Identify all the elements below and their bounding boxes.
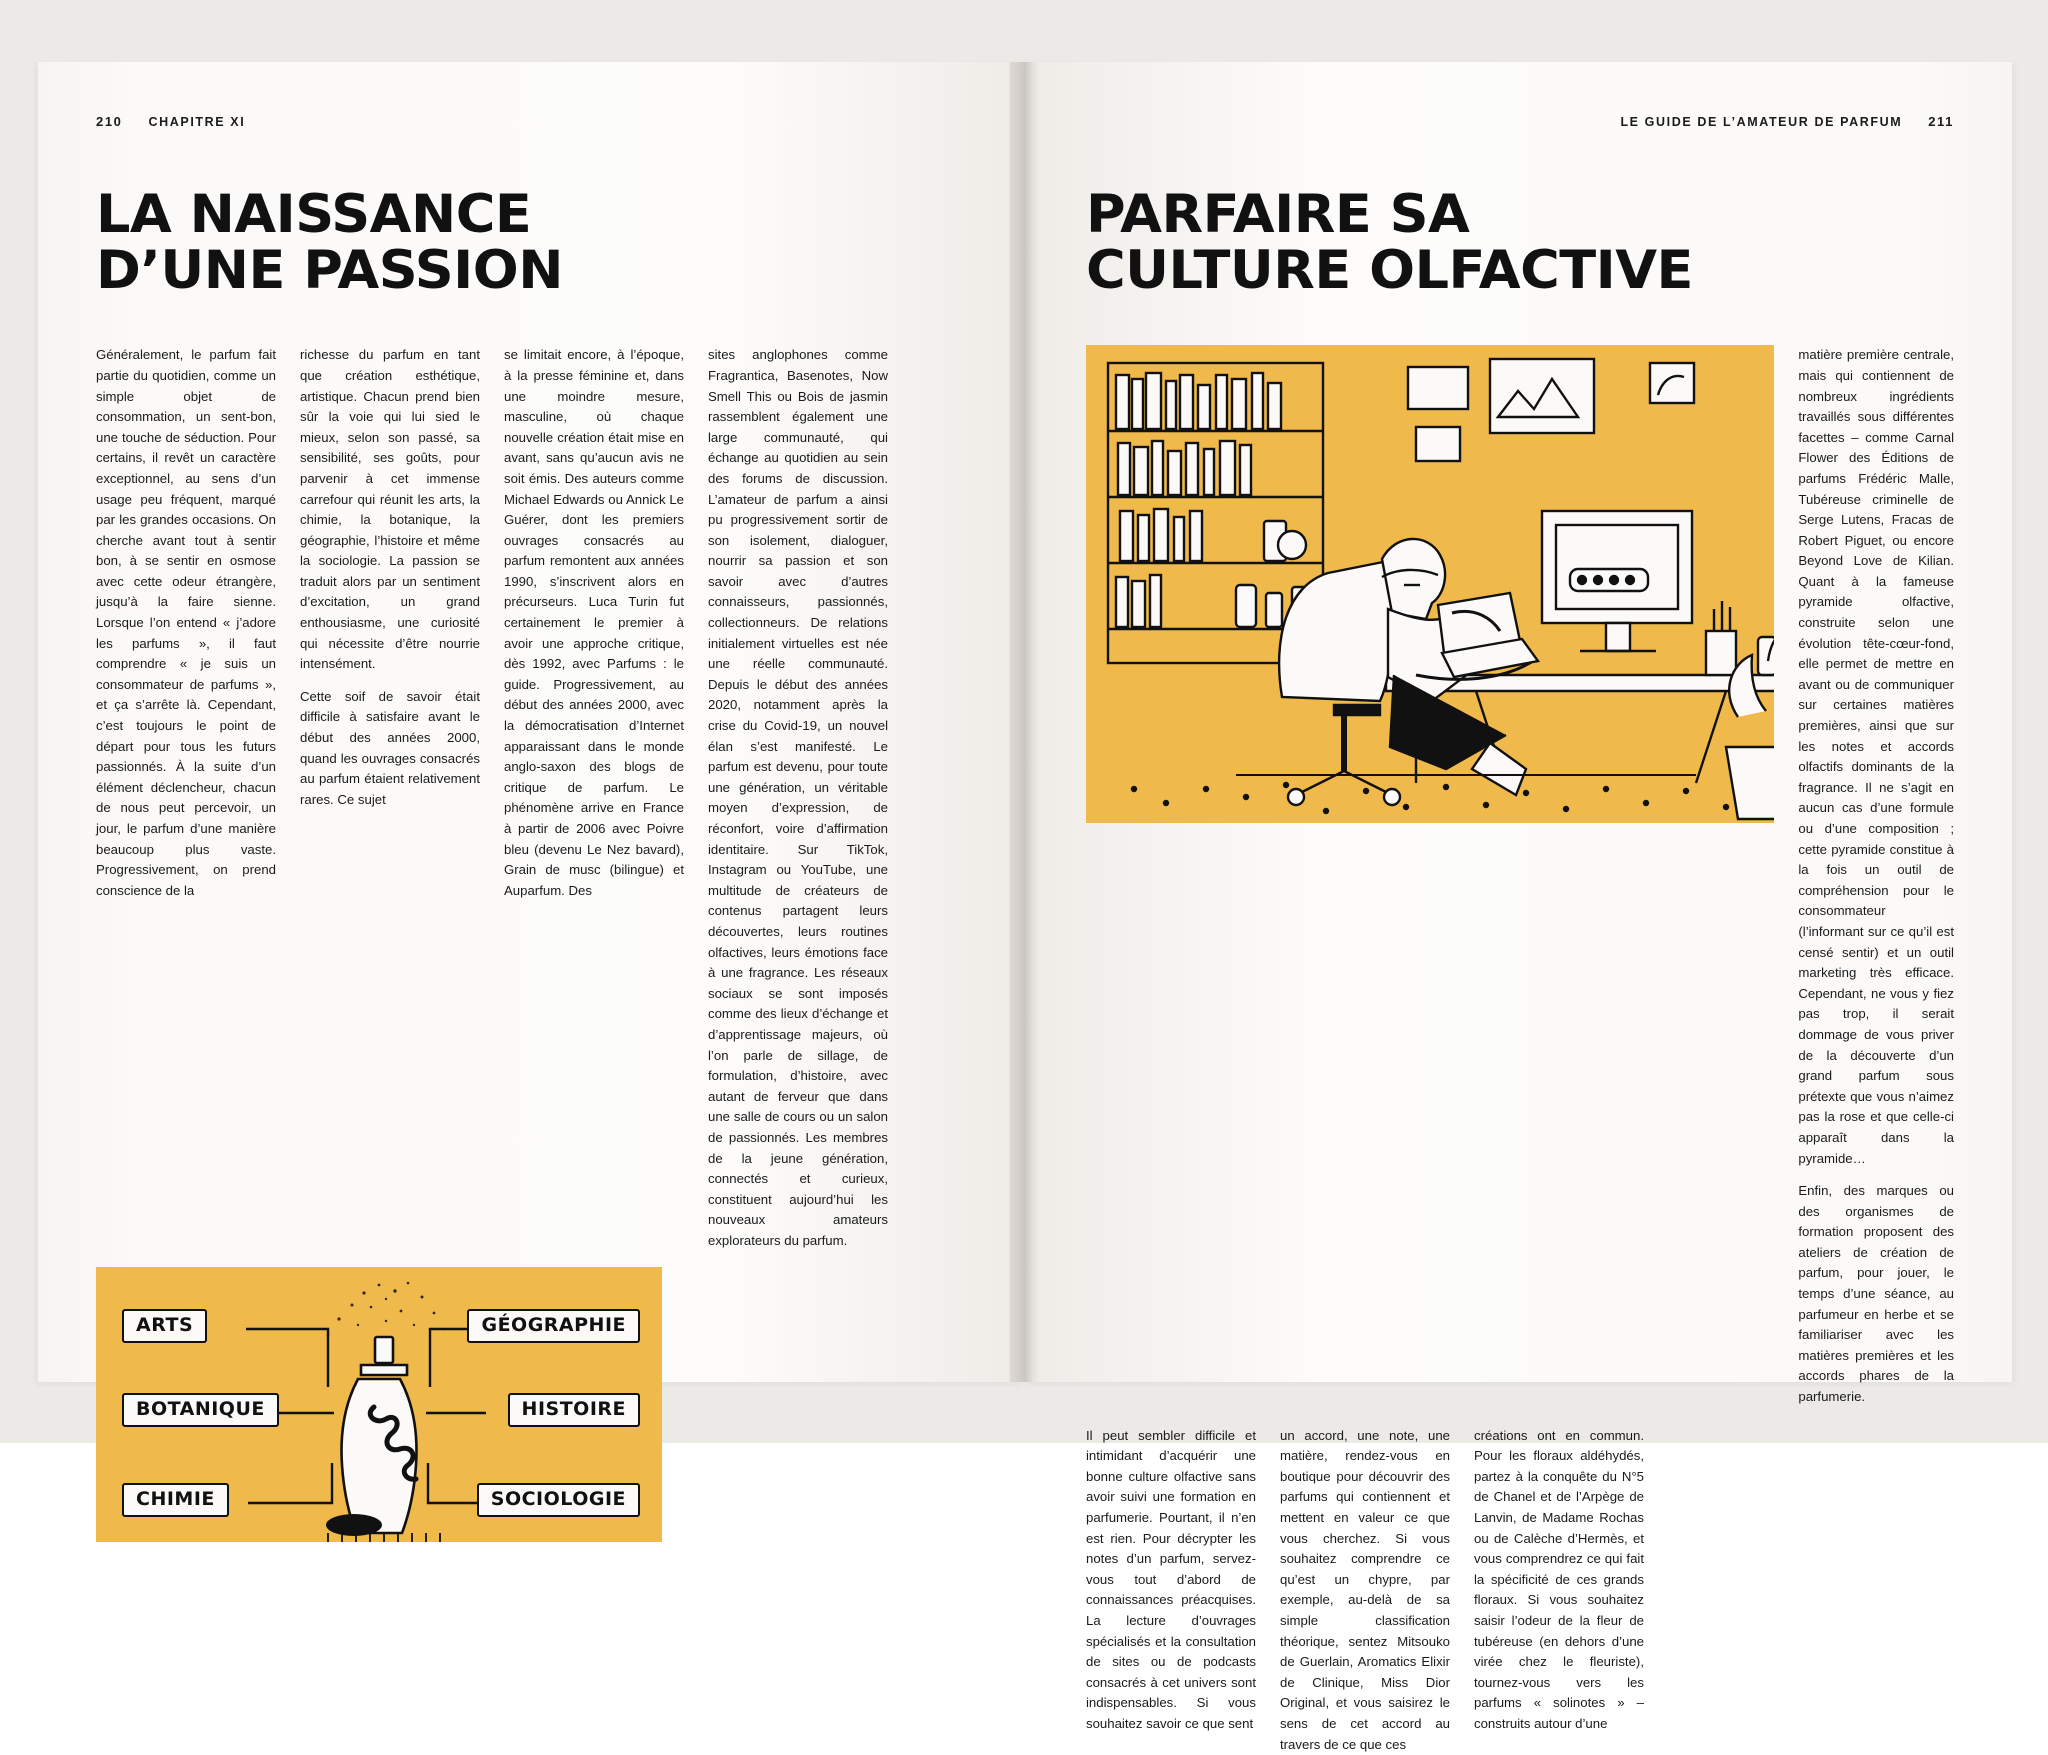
column-4 [708,345,888,1251]
diagram-label-botanique: BOTANIQUE [122,1393,279,1427]
chapter-label: CHAPITRE XI [148,115,246,129]
paragraph: Cette soif de savoir était difficile à satisfaire avant le début des années 2000, quand les ouvrages consacrés au parfum étaient relativement rares. Ce sujet [300,688,480,807]
paragraph: se limitait encore, à l’époque, à la presse féminine et, dans une moindre mesure, masculine, où chaque nouvelle création était mise en avant, sans qu’aucun avis ne soit émis. Des auteurs comme Michael Edwards ou Annick Le Guérer, dont les premiers ouvrages consacrés au parfum remontent aux années 1990, s’inscrivent alors en précurseurs. Luca Turin fut certainement le premier à avoir une approche critique, dès 1992, avec Parfums : le guide. Progressivement, au début des années 2000, avec la démocratisation d’Internet apparaissant dans le monde anglo-saxon des blogs de critique de parfum. Le phénomène arrive en France à partir de 2006 avec Poivre bleu (devenu Le Nez bavard), Grain de musc (bilingue) et Auparfum. Des [504,347,684,898]
paragraph: créations ont en commun. Pour les floraux aldéhydés, partez à la conquête du N°5 de Chanel et de l’Arpège de Lanvin, de Madame Rochas ou de Calèche d’Hermès, et vous comprendrez ce qui fait la spécificité de ces grands floraux. Si vous souhaitez saisir l’odeur de la fleur de tubéreuse (en dehors d’une virée chez le fleuriste), tournez-vous vers les parfums « solinotes » – construits autour d’une [1474,1427,1644,1731]
page-fold-shadow-right [1024,62,1040,1382]
paragraph: matière première centrale, mais qui contiennent de nombreux ingrédients travaillés sous différentes facettes – comme Carnal Flower des Éditions de parfums Frédéric Malle, Tubéreuse criminelle de Serge Lutens, Fracas de Robert Piguet, ou encore Beyond Love de Kilian. Quant à la fameuse pyramide olfactive, construite selon une évolution tête-cœur-fond, elle permet de mettre en avant ou de communiquer sur certaines matières premières, ainsi que sur les notes et accords olfactifs dominants de la fragrance. Il ne s’agit en aucun cas d’une formule ou d’une composition ; cette pyramide constitue à la fois un outil de compréhension pour le consommateur (l’informant sur ce qu’il est censé sentir) et un outil marketing très efficace. Cependant, ne vous y fiez pas trop, il serait dommage de vous priver de la découverte d’un grand parfum sous prétexte que vous n’aimez pas la rose et que celle-ci apparaît dans la pyramide… [1798,347,1954,1166]
page-title-left [96,184,980,302]
paragraph: sites anglophones comme Fragrantica, Basenotes, Now Smell This ou Bois de jasmin rassemblent également une large communauté, qui échange au quotidien au sein des forums de discussion. L’amateur de parfum a ainsi pu progressivement sortir de son isolement, dialoguer, nourrir sa passion et son savoir avec d’autres connaisseurs, passionnés, collectionneurs. De relations initialement virtuelles est née une réelle communauté. Depuis le début des années 2020, notamment après la crise du Covid-19, un nouvel élan s’est manifesté. Le parfum est devenu, pour toute une génération, un véritable moyen d’expression, de réconfort, voire d’affirmation identitaire. Sur TikTok, Instagram ou YouTube, une multitude de créateurs de contenus partagent leurs découvertes, leurs routines olfactives, leurs émotions face à une fragrance. Les réseaux sociaux se sont imposés comme des lieux d’échange et d’apprentissage majeurs, où l’on parle de sillage, de formulation, d’histoire, avec autant de ferveur que dans une salle de cours ou un salon de passionnés. Les membres de la jeune génération, connectés et curieux, constituent aujourd’hui les nouveaux amateurs explorateurs du parfum. [708,347,888,1248]
right-column-spacer [1668,1426,1838,1755]
title-line-1: PARFAIRE SA [1086,184,1470,245]
paragraph: Généralement, le parfum fait partie du quotidien, comme un simple objet de consommation, un sent-bon, une touche de séduction. Pour certains, il revêt un caractère exceptionnel, au sens d’un usage peu fréquent, marqué par les grandes occasions. On cherche avant tout à sentir bon, à se sentir en osmose avec cette odeur étrangère, jusqu’à la faire sienne. Lorsque l’on entend « j’adore les parfums », il faut comprendre « je suis un consommateur de parfums », et ça s’arrête là. Cependant, c’est toujours le point de départ pour tous les futurs passionnés. À la suite d’un élément déclencheur, chacun de nous peut percevoir, un jour, le parfum d’une manière beaucoup plus vaste. Progressivement, on prend conscience de la [96,347,276,898]
folio-right: 211 [1928,114,1954,129]
diagram-label-arts: ARTS [122,1309,207,1343]
diagram-label-geographie: GÉOGRAPHIE [467,1309,640,1343]
folio-left: 210 [96,114,123,129]
column-2 [300,345,480,1251]
paragraph: un accord, une note, une matière, rendez-vous en boutique pour découvrir des parfums qui contiennent et mettent en valeur ce que vous cherchez. Si vous souhaitez comprendre ce qu’est un chypre, par exemple, au-delà de sa simple classification théorique, sentez Mitsouko de Guerlain, Aromatics Elixir de Clinique, Miss Dior Original, et vous saisirez le sens de cet accord au travers de ce que ces [1280,1427,1450,1752]
perfume-disciplines-diagram [96,1267,662,1542]
right-page [1024,62,2012,1752]
person-at-desk-illustration [1086,345,1774,823]
illustration-artwork [1086,345,1774,823]
title-line-2: CULTURE OLFACTIVE [1086,240,1693,302]
column-3 [504,345,684,1251]
right-columns [1086,1426,1954,1755]
right-column-3 [1474,1426,1644,1755]
diagram-label-chimie: CHIMIE [122,1483,229,1517]
title-line-1: LA NAISSANCE [96,184,532,245]
running-head-left [96,114,963,129]
diagram-label-sociologie: SOCIOLOGIE [477,1483,640,1517]
right-column-4 [1798,345,1954,1407]
paragraph: Enfin, des marques ou des organismes de formation proposent des ateliers de création de parfum, pour jouer, le temps d’une séance, au parfumeur en herbe et se familiariser avec les matières premières et les accords phares de la parfumerie. [1798,1183,1954,1405]
right-column-1 [1086,1426,1256,1755]
book-title-label: LE GUIDE DE L’AMATEUR DE PARFUM [1620,115,1903,129]
page-title-right [1086,184,1971,302]
title-line-2: D’UNE PASSION [96,240,563,302]
left-columns [96,345,963,1251]
diagram-label-histoire: HISTOIRE [508,1393,640,1427]
paragraph: richesse du parfum en tant que création esthétique, artistique. Chacun prend bien sûr la voie qui lui sied le mieux, selon son passé, sa sensibilité, ses goûts, pour parvenir à cet immense carrefour qui réunit les arts, la chimie, la botanique, la géographie, l’histoire et même la sociologie. La passion se traduit alors par un sentiment d’excitation, un grand enthousiasme, une curiosité qui nécessite d’être nourrie intensément. [300,347,480,672]
right-column-2 [1280,1426,1450,1755]
left-page [38,62,1023,1511]
running-head-right [1086,114,1954,129]
paragraph: Il peut sembler difficile et intimidant d’acquérir une bonne culture olfactive sans avoir suivi une formation en parfumerie. Pourtant, il n’en est rien. Pour décrypter les notes d’un parfum, servez-vous tout d’abord de connaissances préacquises. La lecture d’ouvrages spécialisés et la consultation de sites ou de podcasts consacrés à cet univers sont indispensables. Si vous souhaitez savoir ce que sent [1086,1427,1256,1731]
column-1 [96,345,276,1251]
right-top-area [1086,345,1954,1407]
